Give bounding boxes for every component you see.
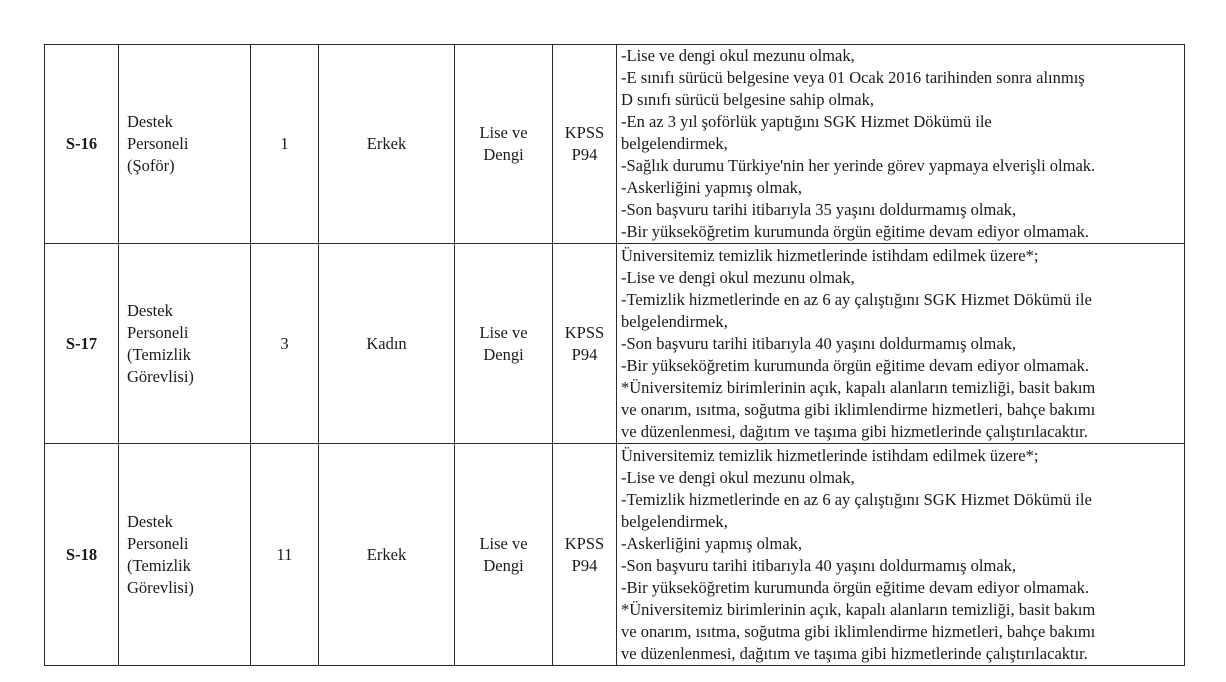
exam-score-type: KPSS P94 xyxy=(553,244,617,444)
position-count: 1 xyxy=(251,45,319,244)
exam-score-type: KPSS P94 xyxy=(553,45,617,244)
position-code: S-17 xyxy=(45,244,119,444)
table-row xyxy=(45,244,1185,444)
education-level: Lise ve Dengi xyxy=(455,444,553,666)
education-level: Lise ve Dengi xyxy=(455,244,553,444)
table-row xyxy=(45,45,1185,244)
requirements: Üniversitemiz temizlik hizmetlerinde istihdam edilmek üzere*; -Lise ve dengi okul mezunu olmak, -Temizlik hizmetlerinde en az 6 ay çalıştığını SGK Hizmet Dökümü ile belgelendirmek, -Askerliğini yapmış olmak, -Son başvuru tarihi itibarıyla 40 yaşını doldurmamış olmak, -Bir yükseköğretim kurumunda örgün eğitime devam ediyor olmamak. *Üniversitemiz birimlerinin açık, kapalı alanların temizliği, basit bakım ve onarım, ısıtma, soğutma gibi iklimlendirme hizmetleri, bahçe bakımı ve düzenlenmesi, dağıtım ve taşıma gibi hizmetlerinde çalıştırılacaktır. xyxy=(617,444,1185,666)
education-level: Lise ve Dengi xyxy=(455,45,553,244)
unit-title: Destek Personeli (Şoför) xyxy=(119,45,251,244)
gender: Erkek xyxy=(319,45,455,244)
unit-title: Destek Personeli (Temizlik Görevlisi) xyxy=(119,444,251,666)
gender: Kadın xyxy=(319,244,455,444)
requirements: -Lise ve dengi okul mezunu olmak, -E sınıfı sürücü belgesine veya 01 Ocak 2016 tarihinden sonra alınmış D sınıfı sürücü belgesine sahip olmak, -En az 3 yıl şoförlük yaptığını SGK Hizmet Dökümü ile belgelendirmek, -Sağlık durumu Türkiye'nin her yerinde görev yapmaya elverişli olmak. -Askerliğini yapmış olmak, -Son başvuru tarihi itibarıyla 35 yaşını doldurmamış olmak, -Bir yükseköğretim kurumunda örgün eğitime devam ediyor olmamak. xyxy=(617,45,1185,244)
requirements: Üniversitemiz temizlik hizmetlerinde istihdam edilmek üzere*; -Lise ve dengi okul mezunu olmak, -Temizlik hizmetlerinde en az 6 ay çalıştığını SGK Hizmet Dökümü ile belgelendirmek, -Son başvuru tarihi itibarıyla 40 yaşını doldurmamış olmak, -Bir yükseköğretim kurumunda örgün eğitime devam ediyor olmamak. *Üniversitemiz birimlerinin açık, kapalı alanların temizliği, basit bakım ve onarım, ısıtma, soğutma gibi iklimlendirme hizmetleri, bahçe bakımı ve düzenlenmesi, dağıtım ve taşıma gibi hizmetlerinde çalıştırılacaktır. xyxy=(617,244,1185,444)
positions-table xyxy=(44,44,1185,666)
gender: Erkek xyxy=(319,444,455,666)
position-code: S-18 xyxy=(45,444,119,666)
position-code: S-16 xyxy=(45,45,119,244)
exam-score-type: KPSS P94 xyxy=(553,444,617,666)
position-count: 11 xyxy=(251,444,319,666)
table-row xyxy=(45,444,1185,666)
position-count: 3 xyxy=(251,244,319,444)
unit-title: Destek Personeli (Temizlik Görevlisi) xyxy=(119,244,251,444)
